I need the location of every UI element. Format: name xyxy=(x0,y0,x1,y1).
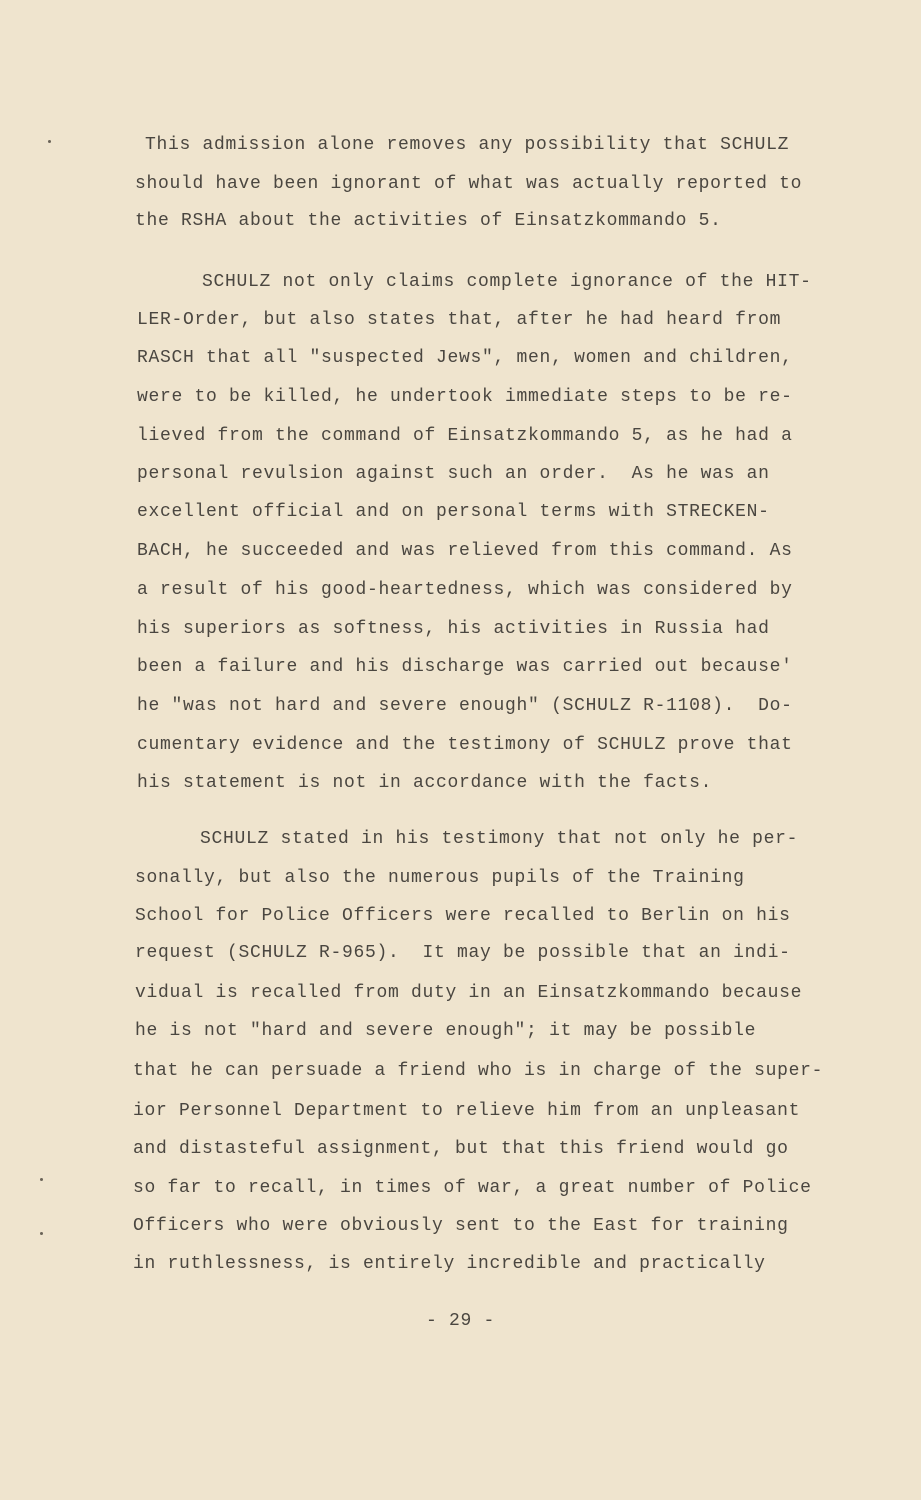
text-line: School for Police Officers were recalled to Berlin on his xyxy=(135,906,791,926)
text-line: cumentary evidence and the testimony of SCHULZ prove that xyxy=(137,735,793,755)
text-line: SCHULZ stated in his testimony that not only he per- xyxy=(200,829,799,849)
page-number: - 29 - xyxy=(425,1311,495,1331)
text-line: that he can persuade a friend who is in charge of the super- xyxy=(133,1061,824,1081)
text-line: Officers who were obviously sent to the East for training xyxy=(133,1216,789,1236)
text-line: his statement is not in accordance with the facts. xyxy=(137,773,713,793)
paper-speck xyxy=(40,1178,43,1181)
text-line: the RSHA about the activities of Einsatzkommando 5. xyxy=(135,211,722,231)
text-line: excellent official and on personal terms with STRECKEN- xyxy=(137,502,770,522)
text-line: were to be killed, he undertook immediate steps to be re- xyxy=(137,387,793,407)
paper-speck xyxy=(40,1232,43,1235)
text-line: he is not "hard and severe enough"; it may be possible xyxy=(135,1021,757,1041)
text-line: so far to recall, in times of war, a great number of Police xyxy=(133,1178,812,1198)
text-line: vidual is recalled from duty in an Einsatzkommando because xyxy=(135,983,803,1003)
text-line: should have been ignorant of what was actually reported to xyxy=(135,174,803,194)
text-line: ior Personnel Department to relieve him from an unpleasant xyxy=(133,1101,801,1121)
text-line: This admission alone removes any possibility that SCHULZ xyxy=(145,135,790,155)
text-line: and distasteful assignment, but that this friend would go xyxy=(133,1139,789,1159)
text-line: he "was not hard and severe enough" (SCHULZ R-1108). Do- xyxy=(137,696,793,716)
text-line: LER-Order, but also states that, after he had heard from xyxy=(137,310,782,330)
text-line: a result of his good-heartedness, which was considered by xyxy=(137,580,793,600)
text-line: request (SCHULZ R-965). It may be possible that an indi- xyxy=(135,943,791,963)
text-line: SCHULZ not only claims complete ignorance of the HIT- xyxy=(202,272,812,292)
text-line: RASCH that all "suspected Jews", men, women and children, xyxy=(137,348,793,368)
text-line: personal revulsion against such an order. As he was an xyxy=(137,464,770,484)
text-line: been a failure and his discharge was carried out because' xyxy=(137,657,793,677)
text-line: BACH, he succeeded and was relieved from this command. As xyxy=(137,541,793,561)
text-line: in ruthlessness, is entirely incredible and practically xyxy=(133,1254,766,1274)
text-line: his superiors as softness, his activities in Russia had xyxy=(137,619,770,639)
text-line: sonally, but also the numerous pupils of the Training xyxy=(135,868,745,888)
paper-speck xyxy=(48,140,51,143)
text-line: lieved from the command of Einsatzkommando 5, as he had a xyxy=(137,426,793,446)
